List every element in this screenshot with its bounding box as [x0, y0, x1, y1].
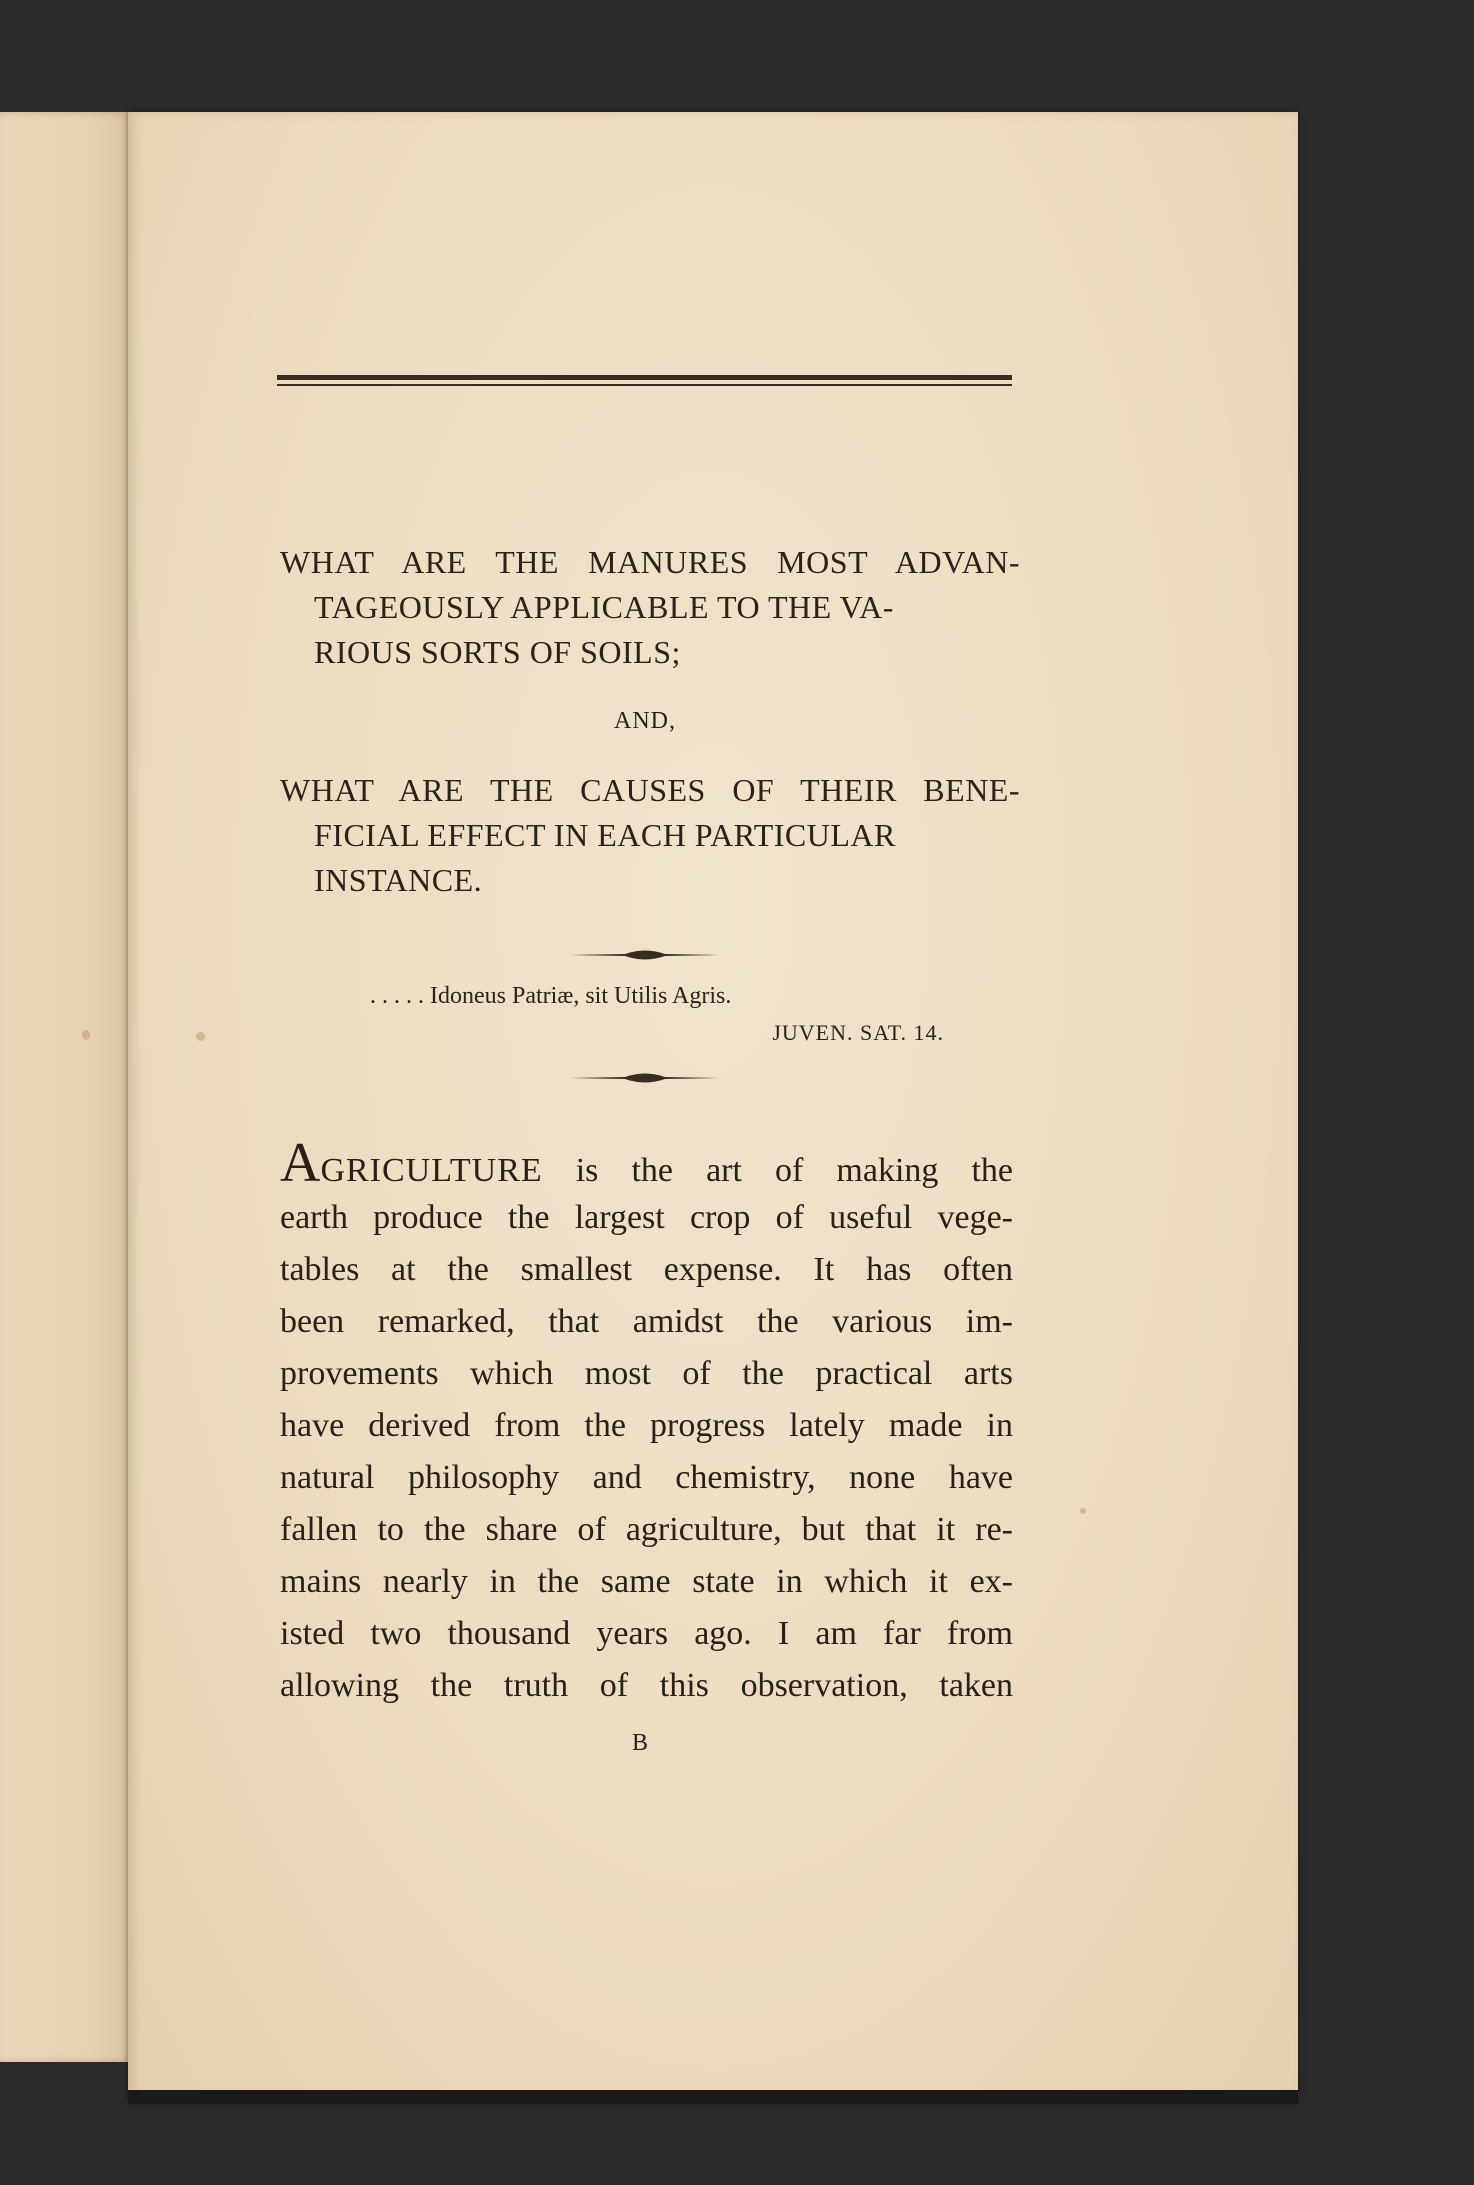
- title-line: WHAT ARE THE MANURES MOST ADVAN-: [280, 544, 1020, 580]
- ornament-rule-bottom: [570, 1070, 720, 1086]
- body-line: natural philosophy and chemistry, none have: [280, 1459, 1013, 1496]
- title-line: FICIAL EFFECT IN EACH PARTICULAR: [314, 817, 896, 853]
- body-paragraph: [280, 1128, 1013, 1712]
- title-line: INSTANCE.: [314, 862, 483, 898]
- title-conjunction: AND,: [614, 708, 676, 734]
- body-line: have derived from the progress lately made in: [280, 1407, 1013, 1444]
- foxing-spot: [196, 1032, 205, 1041]
- epigraph-quote: . . . . . Idoneus Patriæ, sit Utilis Agris.: [370, 983, 732, 1009]
- signature-mark: B: [632, 1730, 649, 1756]
- first-line-rest: is the art of making the: [542, 1152, 1013, 1189]
- body-line: earth produce the largest crop of useful vege-: [280, 1199, 1013, 1236]
- foxing-spot: [82, 1030, 90, 1040]
- body-line: provements which most of the practical arts: [280, 1355, 1013, 1392]
- double-rule: [277, 375, 1012, 389]
- body-line: mains nearly in the same state in which it ex-: [280, 1563, 1013, 1600]
- drop-cap: A: [280, 1132, 321, 1194]
- body-line: fallen to the share of agriculture, but that it re-: [280, 1511, 1013, 1548]
- epigraph-source: JUVEN. SAT. 14.: [772, 1020, 944, 1045]
- title-line: RIOUS SORTS OF SOILS;: [314, 634, 681, 670]
- title-line: WHAT ARE THE CAUSES OF THEIR BENE-: [280, 772, 1020, 808]
- body-first-line: [280, 1128, 1013, 1192]
- first-word-caps: GRICULTURE: [320, 1152, 543, 1189]
- page-bottom-shadow: [128, 2090, 1298, 2104]
- title-question-2: [280, 768, 1020, 903]
- body-line: tables at the smallest expense. It has often: [280, 1251, 1013, 1288]
- book-page: [128, 112, 1298, 2102]
- body-line: isted two thousand years ago. I am far from: [280, 1615, 1013, 1652]
- foxing-spot: [1080, 1508, 1086, 1514]
- body-line: allowing the truth of this observation, taken: [280, 1667, 1013, 1704]
- ornament-rule-top: [570, 947, 720, 963]
- facing-page-edge: [0, 112, 132, 2062]
- title-question-1: [280, 540, 1020, 675]
- title-line: TAGEOUSLY APPLICABLE TO THE VA-: [314, 589, 894, 625]
- body-line: been remarked, that amidst the various im-: [280, 1303, 1013, 1340]
